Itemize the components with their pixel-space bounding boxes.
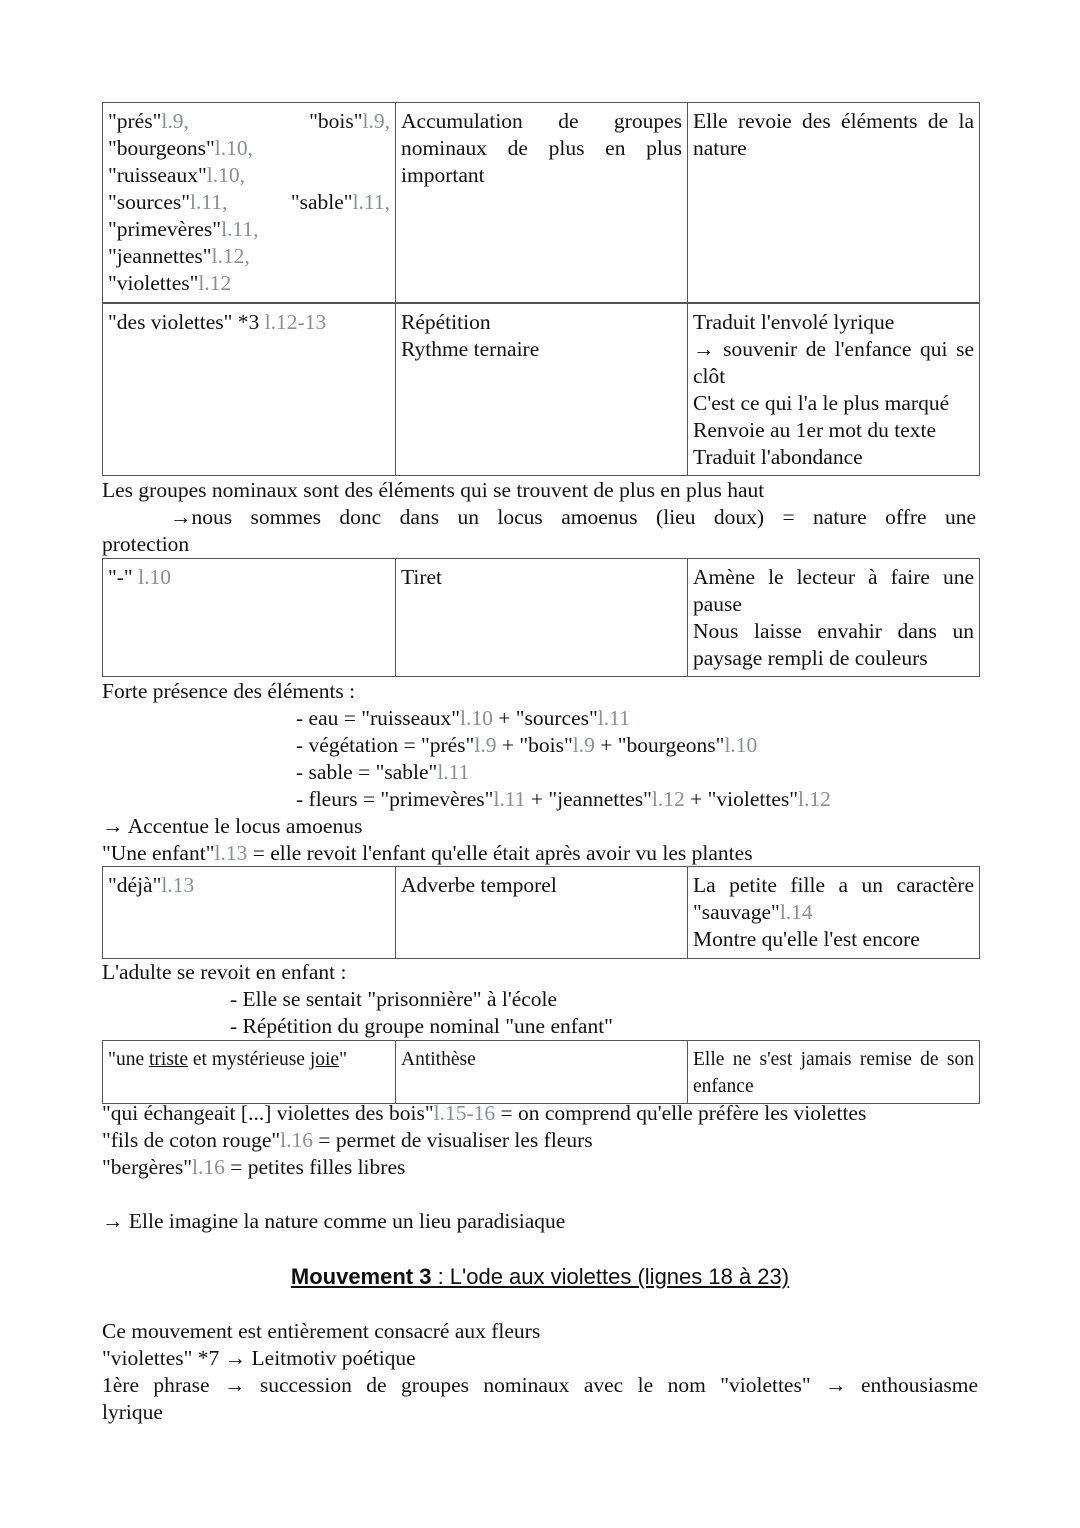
paragraph-line: Ce mouvement est entièrement consacré aux fleurs bbox=[102, 1319, 541, 1343]
list-item: - eau = "ruisseaux"l.10 + "sources"l.11 bbox=[296, 706, 630, 730]
figure-cell: Adverbe temporel bbox=[396, 867, 688, 959]
paragraph-line: → Elle imagine la nature comme un lieu paradisiaque bbox=[102, 1209, 566, 1233]
paragraph-line: Les groupes nominaux sont des éléments qui se trouvent de plus en plus haut bbox=[102, 478, 765, 502]
paragraph-line: protection bbox=[102, 532, 190, 556]
figure-cell: Antithèse bbox=[396, 1041, 688, 1104]
quote-cell: "une triste et mystérieuse joie" bbox=[103, 1041, 396, 1104]
paragraph-line: → Accentue le locus amoenus bbox=[102, 814, 363, 838]
interpretation-cell: Elle ne s'est jamais remise de son enfance bbox=[688, 1041, 980, 1104]
interpretation-cell: Amène le lecteur à faire une pause Nous laisse envahir dans un paysage rempli de couleurs bbox=[688, 559, 980, 677]
paragraph-line: lyrique bbox=[102, 1400, 163, 1424]
analysis-table-2 bbox=[102, 303, 980, 476]
quote-cell: "déjà"l.13 bbox=[103, 867, 396, 959]
figure-cell: Répétition Rythme ternaire bbox=[396, 304, 688, 476]
paragraph-line: "Une enfant"l.13 = elle revoit l'enfant qu'elle était après avoir vu les plantes bbox=[102, 841, 753, 865]
section-heading: Forte présence des éléments : bbox=[102, 679, 356, 703]
paragraph-line: "qui échangeait [...] violettes des bois"l.15-16 = on comprend qu'elle préfère les violettes bbox=[102, 1101, 867, 1125]
interpretation-cell: La petite fille a un caractère "sauvage"l.14 Montre qu'elle l'est encore bbox=[688, 867, 980, 959]
movement-title: Mouvement 3 : L'ode aux violettes (lignes 18 à 23) bbox=[290, 1264, 790, 1289]
list-item: - Répétition du groupe nominal "une enfant" bbox=[230, 1014, 613, 1038]
figure-cell: Accumulation de groupes nominaux de plus en plus important bbox=[396, 103, 688, 303]
paragraph-line: "violettes" *7 → Leitmotiv poétique bbox=[102, 1346, 416, 1370]
paragraph-line: →nous sommes donc dans un locus amoenus (lieu doux) = nature offre une bbox=[170, 505, 976, 529]
analysis-table-5 bbox=[102, 1040, 980, 1104]
list-item: - sable = "sable"l.11 bbox=[296, 760, 470, 784]
analysis-table-1 bbox=[102, 102, 980, 303]
quote-cell: "prés"l.9, "bois"l.9, "bourgeons"l.10, "ruisseaux"l.10, "sources"l.11, "sable"l.11, "primevères"l.11, "jeannettes"l.12, "violettes"l.12 bbox=[103, 103, 396, 303]
paragraph-line: "fils de coton rouge"l.16 = permet de visualiser les fleurs bbox=[102, 1128, 593, 1152]
list-item: - végétation = "prés"l.9 + "bois"l.9 + "bourgeons"l.10 bbox=[296, 733, 758, 757]
list-item: - Elle se sentait "prisonnière" à l'école bbox=[230, 987, 558, 1011]
paragraph-line: 1ère phrase → succession de groupes nominaux avec le nom "violettes" → enthousiasme bbox=[102, 1373, 978, 1397]
figure-cell: Tiret bbox=[396, 559, 688, 677]
interpretation-cell: Elle revoie des éléments de la nature bbox=[688, 103, 980, 303]
analysis-table-4 bbox=[102, 866, 980, 959]
interpretation-cell: Traduit l'envolé lyrique → souvenir de l'enfance qui se clôt C'est ce qui l'a le plus marqué Renvoie au 1er mot du texte Traduit l'abondance bbox=[688, 304, 980, 476]
quote-cell: "des violettes" *3 l.12-13 bbox=[103, 304, 396, 476]
section-heading: L'adulte se revoit en enfant : bbox=[102, 960, 347, 984]
quote-cell: "-" l.10 bbox=[103, 559, 396, 677]
paragraph-line: "bergères"l.16 = petites filles libres bbox=[102, 1155, 406, 1179]
list-item: - fleurs = "primevères"l.11 + "jeannettes"l.12 + "violettes"l.12 bbox=[296, 787, 831, 811]
analysis-table-3 bbox=[102, 558, 980, 677]
